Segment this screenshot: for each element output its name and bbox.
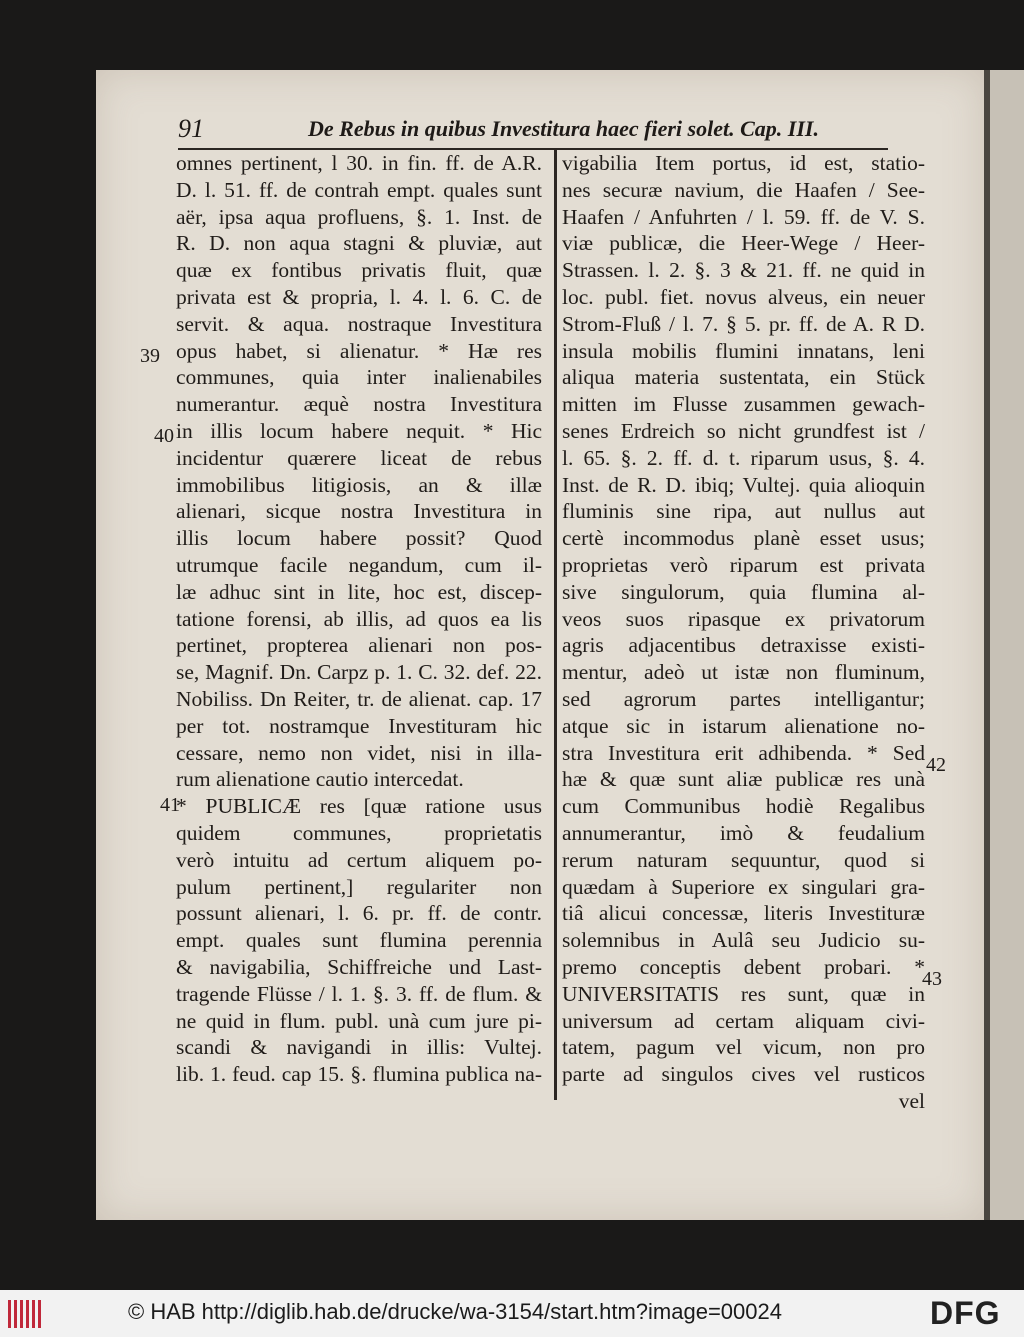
text-line: nes securæ navium, die Haafen / See- bbox=[562, 177, 925, 202]
text-line: mentur, adeò ut istæ non fluminum, bbox=[562, 660, 925, 685]
text-line: empt. quales sunt flumina perennia bbox=[176, 928, 542, 953]
text-line: tatione forensi, ab illis, ad quos ea lis bbox=[176, 606, 542, 631]
margin-number-40: 40 bbox=[154, 425, 174, 447]
margin-number-43: 43 bbox=[922, 968, 942, 990]
page-header bbox=[178, 108, 888, 150]
text-line: fluminis sine ripa, aut nullus aut bbox=[562, 499, 925, 524]
text-line: incidentur quærere liceat de rebus bbox=[176, 445, 542, 470]
running-title: De Rebus in quibus Investitura haec fieri solet. Cap. III. bbox=[308, 116, 819, 141]
text-line: Nobiliss. Dn Reiter, tr. de alienat. cap. 17 bbox=[176, 686, 542, 711]
text-line: stra Investitura erit adhibenda. * Sed bbox=[562, 740, 925, 765]
book-page bbox=[96, 70, 984, 1220]
text-line: cum Communibus hodiè Regalibus bbox=[562, 794, 925, 819]
dfg-logo: DFG bbox=[930, 1295, 1001, 1331]
text-line: pertinet, propterea alienari non pos- bbox=[176, 633, 542, 658]
text-line: communes, quia inter inalienabiles bbox=[176, 365, 542, 390]
text-line: proprietas verò riparum est privata bbox=[562, 552, 925, 577]
text-line: * PUBLICÆ res [quæ ratione usus bbox=[176, 794, 542, 819]
text-line: possunt alienari, l. 6. pr. ff. de contr. bbox=[176, 901, 542, 926]
column-divider bbox=[554, 150, 557, 1100]
text-line: vigabilia Item portus, id est, statio- bbox=[562, 151, 925, 175]
text-line: senes Erdreich so nicht grundfest ist / bbox=[562, 418, 925, 443]
viewer-footer bbox=[0, 1290, 1024, 1337]
left-column bbox=[176, 150, 542, 1088]
text-line: privata est & propria, l. 4. l. 6. C. de bbox=[176, 284, 542, 309]
text-line: servit. & aqua. nostraque Investitura bbox=[176, 311, 542, 336]
text-line: quidem communes, proprietatis bbox=[176, 820, 542, 845]
text-line: atque sic in istarum alienatione no- bbox=[562, 713, 925, 738]
text-line: immobilibus litigiosis, an & illæ bbox=[176, 472, 542, 497]
text-line: l. 65. §. 2. ff. d. t. riparum usus, §. 4. bbox=[562, 445, 925, 470]
text-line: lib. 1. feud. cap 15. §. flumina publica na- bbox=[176, 1062, 542, 1087]
text-line: quædam à Superiore ex singulari gra- bbox=[562, 874, 925, 899]
text-line: numerantur. æquè nostra Investitura bbox=[176, 392, 542, 417]
folio-number: 91 bbox=[178, 114, 204, 143]
text-line: & navigabilia, Schiffreiche und Last- bbox=[176, 954, 542, 979]
text-line: pulum pertinent,] regulariter non bbox=[176, 874, 542, 899]
copyright-link[interactable]: © HAB http://diglib.hab.de/drucke/wa-3154/start.htm?image=00024 bbox=[128, 1299, 782, 1324]
text-line: tatem, pagum vel vicum, non pro bbox=[562, 1035, 925, 1060]
text-line: hæ & quæ sunt aliæ publicæ res unà bbox=[562, 767, 925, 792]
text-line: universum ad certam aliquam civi- bbox=[562, 1008, 925, 1033]
adjacent-page-edge bbox=[984, 70, 1024, 1220]
text-line: alienari, sicque nostra Investitura in bbox=[176, 499, 542, 524]
text-line: certè incommodus planè esset usus; bbox=[562, 526, 925, 551]
text-line: Strom-Fluß / l. 7. § 5. pr. ff. de A. R D. bbox=[562, 311, 925, 336]
text-line: se, Magnif. Dn. Carpz p. 1. C. 32. def. 22. bbox=[176, 660, 542, 685]
text-line: loc. publ. fiet. novus alveus, ein neuer bbox=[562, 284, 925, 309]
text-line: UNIVERSITATIS res sunt, quæ in bbox=[562, 981, 925, 1006]
right-column bbox=[562, 150, 925, 1115]
text-line: D. l. 51. ff. de contrah empt. quales sunt bbox=[176, 177, 542, 202]
text-line: aliqua materia sustentata, ein Stück bbox=[562, 365, 925, 390]
text-line: veos suos ripasque ex privatorum bbox=[562, 606, 925, 631]
text-line: sed agrorum partes intelligantur; bbox=[562, 686, 925, 711]
text-line: per tot. nostramque Investituram hic bbox=[176, 713, 542, 738]
text-line: insula mobilis flumini innatans, leni bbox=[562, 338, 925, 363]
text-line: aër, ipsa aqua profluens, §. 1. Inst. de bbox=[176, 204, 542, 229]
text-line: rerum naturam sequuntur, quod si bbox=[562, 847, 925, 872]
text-line: cessare, nemo non videt, nisi in illa- bbox=[176, 740, 542, 765]
text-line: premo conceptis debent probari. * bbox=[562, 954, 925, 979]
text-line: illis locum habere possit? Quod bbox=[176, 526, 542, 551]
text-line: quæ ex fontibus privatis fluit, quæ bbox=[176, 258, 542, 283]
text-line: omnes pertinent, l 30. in fin. ff. de A.R. bbox=[176, 151, 542, 175]
barcode-icon bbox=[8, 1300, 42, 1328]
text-line: sive singulorum, quia flumina al- bbox=[562, 579, 925, 604]
text-line: verò intuitu ad certum aliquem po- bbox=[176, 847, 542, 872]
margin-number-41: 41 bbox=[160, 794, 180, 816]
text-line: mitten im Flusse zusammen gewach- bbox=[562, 392, 925, 417]
text-line: tragende Flüsse / l. 1. §. 3. ff. de flum. & bbox=[176, 981, 542, 1006]
text-line: scandi & navigandi in illis: Vultej. bbox=[176, 1035, 542, 1060]
text-line: agris adjacentibus detraxisse existi- bbox=[562, 633, 925, 658]
text-line: tiâ alicui concessæ, literis Investituræ bbox=[562, 901, 925, 926]
text-line: Inst. de R. D. ibiq; Vultej. quia alioquin bbox=[562, 472, 925, 497]
text-line: Strassen. l. 2. §. 3 & 21. ff. ne quid in bbox=[562, 258, 925, 283]
catchword: vel bbox=[898, 1088, 925, 1113]
text-line: ne quid in flum. publ. unà cum jure pi- bbox=[176, 1008, 542, 1033]
text-line: R. D. non aqua stagni & pluviæ, aut bbox=[176, 231, 542, 256]
text-line: Haafen / Anfuhrten / l. 59. ff. de V. S. bbox=[562, 204, 925, 229]
margin-number-39: 39 bbox=[140, 345, 160, 367]
text-line: annumerantur, imò & feudalium bbox=[562, 820, 925, 845]
text-line: solemnibus in Aulâ seu Judicio su- bbox=[562, 928, 925, 953]
text-line: læ adhuc sint in lite, hoc est, discep- bbox=[176, 579, 542, 604]
text-line: viæ publicæ, die Heer-Wege / Heer- bbox=[562, 231, 925, 256]
text-line: utrumque facile negandum, cum il- bbox=[176, 552, 542, 577]
text-line: rum alienatione cautio intercedat. bbox=[176, 767, 464, 792]
text-line: opus habet, si alienatur. * Hæ res bbox=[176, 338, 542, 363]
margin-number-42: 42 bbox=[926, 754, 946, 776]
text-line: in illis locum habere nequit. * Hic bbox=[176, 418, 542, 443]
text-line: parte ad singulos cives vel rusticos bbox=[562, 1062, 925, 1087]
